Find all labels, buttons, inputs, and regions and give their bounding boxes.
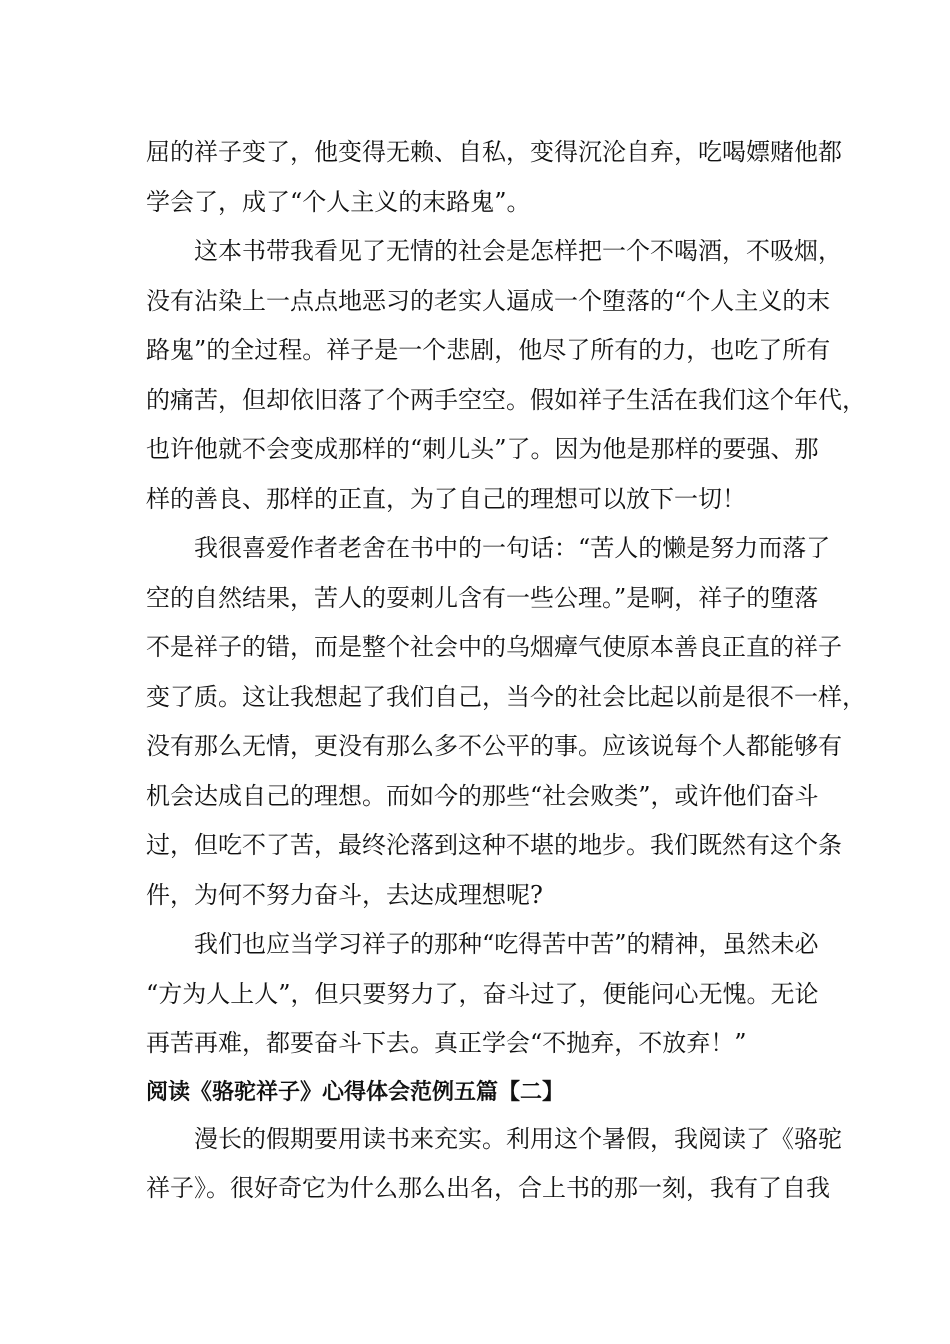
text-line: 样的善良、那样的正直，为了自己的理想可以放下一切！ (146, 484, 746, 513)
text-line: 变了质。这让我想起了我们自己，当今的社会比起以前是很不一样， (146, 682, 866, 711)
text-line: 的痛苦，但却依旧落了个两手空空。假如祥子生活在我们这个年代， (146, 385, 866, 414)
text-line: 没有沾染上一点点地恶习的老实人逼成一个堕落的“个人主义的末 (146, 286, 831, 315)
paragraph-3 (146, 524, 866, 920)
text-line: 件，为何不努力奋斗，去达成理想呢? (146, 880, 543, 909)
paragraph-5 (146, 1115, 842, 1214)
text-line: 我们也应当学习祥子的那种“吃得苦中苦”的精神，虽然未必 (194, 930, 819, 958)
text-line: 空的自然结果，苦人的耍刺儿含有一些公理。”是啊，祥子的堕落 (146, 583, 819, 612)
paragraph-4 (146, 920, 826, 1069)
paragraph-1 (146, 128, 842, 227)
text-line: 也许他就不会变成那样的“刺儿头”了。因为他是那样的要强、那 (146, 435, 819, 463)
paragraph-2 (146, 227, 866, 524)
text-line: “方为人上人”，但只要努力了，奋斗过了，便能问心无愧。无论 (146, 979, 819, 1008)
document-page (146, 128, 866, 1214)
text-line: 屈的祥子变了，他变得无赖、自私，变得沉沦自弃，吃喝嫖赌他都 (146, 138, 842, 166)
text-line: 路鬼”的全过程。祥子是一个悲剧，他尽了所有的力，也吃了所有 (146, 336, 831, 364)
text-line: 漫长的假期要用读书来充实。利用这个暑假，我阅读了《骆驼 (194, 1124, 842, 1153)
text-line: 过，但吃不了苦，最终沦落到这种不堪的地步。我们既然有这个条 (146, 831, 842, 859)
text-line: 我很喜爱作者老舍在书中的一句话：“苦人的懒是努力而落了 (194, 534, 831, 562)
text-line: 学会了，成了“个人主义的末路鬼”。 (146, 187, 531, 216)
text-line: 祥子》。很好奇它为什么那么出名，合上书的那一刻，我有了自我 (146, 1174, 830, 1202)
text-line: 这本书带我看见了无情的社会是怎样把一个不喝酒，不吸烟， (194, 237, 842, 265)
text-line: 不是祥子的错，而是整个社会中的乌烟瘴气使原本善良正直的祥子 (146, 633, 842, 661)
section-heading: 阅读《骆驼祥子》心得体会范例五篇【二】 (146, 1078, 565, 1105)
text-line: 机会达成自己的理想。而如今的那些“社会败类”，或许他们奋斗 (146, 781, 819, 810)
text-line: 没有那么无情，更没有那么多不公平的事。应该说每个人都能够有 (146, 732, 842, 760)
text-line: 再苦再难，都要奋斗下去。真正学会“不抛弃，不放弃！” (146, 1029, 747, 1057)
